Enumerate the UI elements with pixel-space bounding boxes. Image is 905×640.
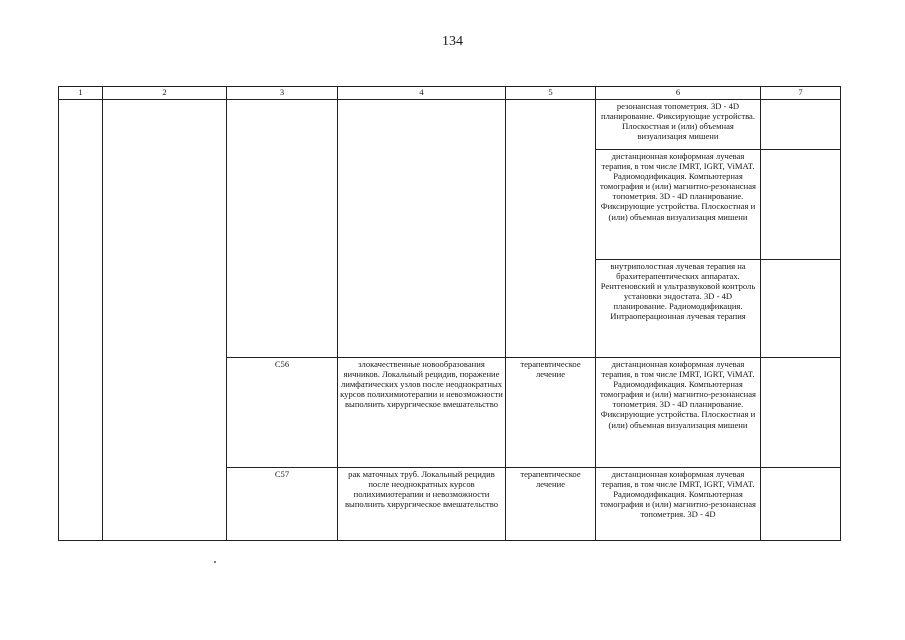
- cell-treatment-method: дистанционная конформная лучевая терапия, в том числе IMRT, IGRT, ViMAT. Радиомодификация. Компьютерная томография и (или) магнитно-резонансная топометрия. 3D - 4D планирование. Фиксирующие устройства. Плоскостная и (или) объемная визуализация мишени: [596, 358, 761, 468]
- cell-diagnosis: [338, 100, 506, 358]
- cell-treatment-type: [506, 100, 596, 358]
- header-col-7: 7: [761, 87, 841, 100]
- cell-treatment-method: дистанционная конформная лучевая терапия, в том числе IMRT, IGRT, ViMAT. Радиомодификация. Компьютерная томография и (или) магнитно-резонансная топометрия. 3D - 4D: [596, 468, 761, 541]
- table-row: [59, 100, 841, 150]
- cell-col-7: [761, 150, 841, 260]
- cell-code: C57: [227, 468, 338, 541]
- scan-speck: [214, 561, 216, 563]
- cell-col-7: [761, 468, 841, 541]
- header-col-5: 5: [506, 87, 596, 100]
- header-col-3: 3: [227, 87, 338, 100]
- cell-diagnosis: злокачественные новообразования яичников. Локальный рецидив, поражение лимфатических узлов после неоднократных курсов полихимиотерапии и невозможности выполнить хирургическое вмешательство: [338, 358, 506, 468]
- cell-treatment-method: дистанционная конформная лучевая терапия, в том числе IMRT, IGRT, ViMAT. Радиомодификация. Компьютерная томография и (или) магнитно-резонансная топометрия. 3D - 4D планирование. Фиксирующие устройства. Плоскостная и (или) объемная визуализация мишени: [596, 150, 761, 260]
- cell-col-1: [59, 100, 103, 541]
- cell-diagnosis: рак маточных труб. Локальный рецидив после неоднократных курсов полихимиотерапии и невозможности выполнить хирургическое вмешательство: [338, 468, 506, 541]
- cell-col-7: [761, 260, 841, 358]
- header-col-4: 4: [338, 87, 506, 100]
- cell-treatment-type: терапевтическое лечение: [506, 358, 596, 468]
- cell-treatment-method: резонансная топометрия. 3D - 4D планирование. Фиксирующие устройства. Плоскостная и (или) объемная визуализация мишени: [596, 100, 761, 150]
- cell-treatment-method: внутриполостная лучевая терапия на брахитерапевтических аппаратах. Рентгеновский и ультразвуковой контроль установки эндостата. 3D - 4D планирование. Радиомодификация. Интраоперационная лучевая терапия: [596, 260, 761, 358]
- header-col-2: 2: [103, 87, 227, 100]
- cell-col-2: [103, 100, 227, 541]
- table-header-row: [59, 87, 841, 100]
- medical-care-table: [58, 86, 841, 541]
- cell-col-7: [761, 358, 841, 468]
- page-number: 134: [442, 34, 463, 49]
- cell-code: [227, 100, 338, 358]
- header-col-1: 1: [59, 87, 103, 100]
- header-col-6: 6: [596, 87, 761, 100]
- cell-code: C56: [227, 358, 338, 468]
- cell-treatment-type: терапевтическое лечение: [506, 468, 596, 541]
- cell-col-7: [761, 100, 841, 150]
